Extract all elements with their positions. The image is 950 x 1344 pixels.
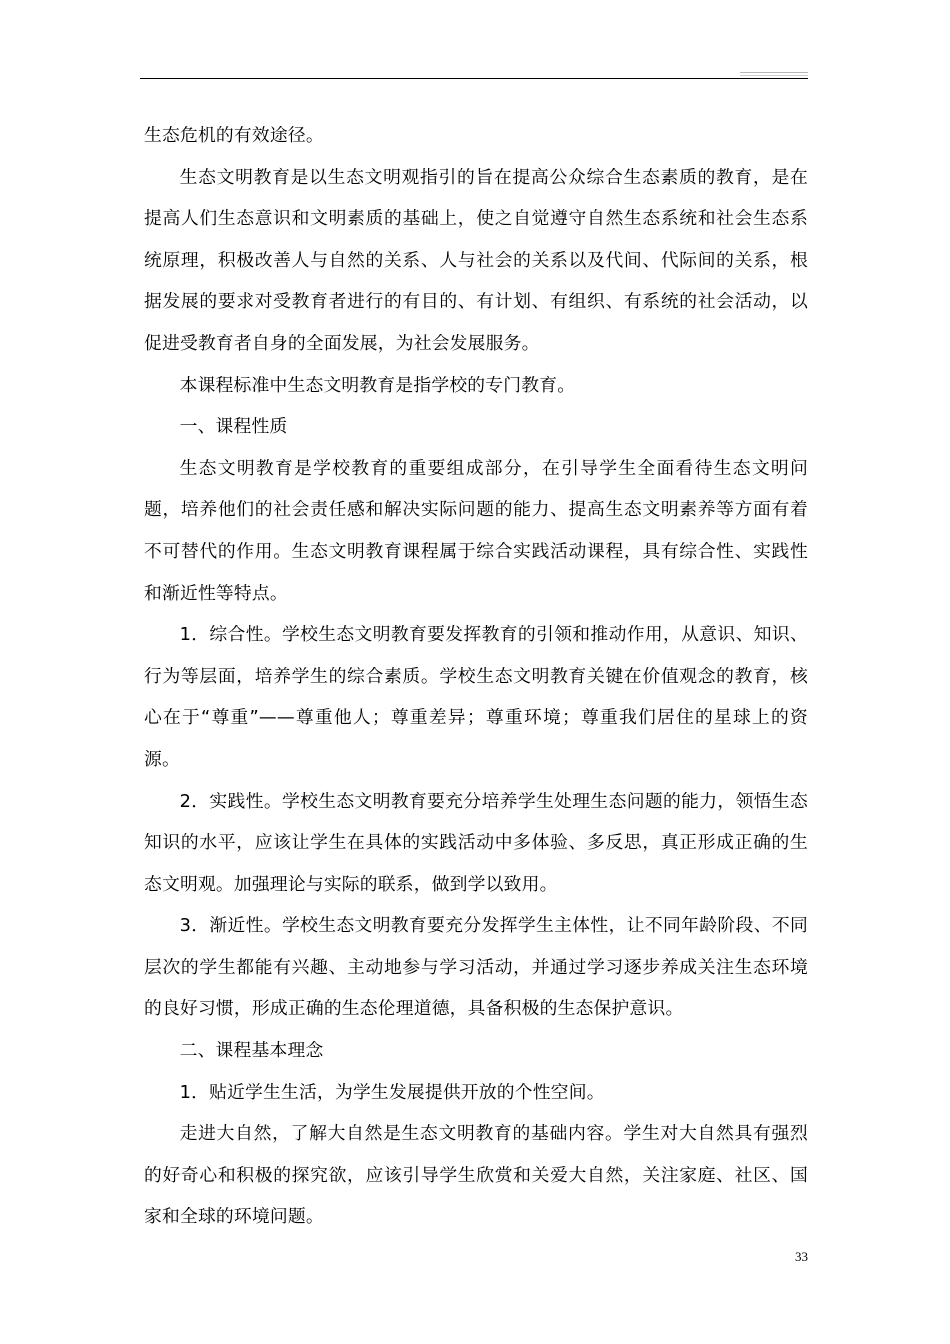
paragraph-comprehensive: 1．综合性。学校生态文明教育要发挥教育的引领和推动作用，从意识、知识、行为等层面，培养学生的综合素质。学校生态文明教育关键在价值观念的教育，核心在于“尊重”——尊重他人；尊重差异；尊重环境；尊重我们居住的星球上的资源。	[144, 624, 808, 770]
paragraph-course-nature: 生态文明教育是学校教育的重要组成部分，在引导学生全面看待生态文明问题，培养他们的社会责任感和解决实际问题的能力、提高生态文明素养等方面有着不可替代的作用。生态文明教育课程属于综合实践活动课程，具有综合性、实践性和渐近性等特点。	[144, 457, 808, 604]
document-body	[144, 115, 808, 1238]
paragraph-nature: 走进大自然，了解大自然是生态文明教育的基础内容。学生对大自然具有强烈的好奇心和积极的探究欲，应该引导学生欣赏和关爱大自然，关注家庭、社区、国家和全球的环境问题。	[144, 1123, 808, 1228]
paragraph-scope: 本课程标准中生态文明教育是指学校的专门教育。	[179, 374, 576, 396]
header-mark	[740, 72, 808, 73]
header-mark-secondary	[740, 75, 808, 76]
paragraph-continuation: 生态危机的有效途径。	[144, 125, 324, 146]
page-number: 33	[795, 1249, 808, 1264]
section-heading-basic-concepts: 二、课程基本理念	[179, 1040, 324, 1062]
paragraph-practical: 2．实践性。学校生态文明教育要充分培养学生处理生态问题的能力，领悟生态知识的水平，应该让学生在具体的实践活动中多体验、多反思，真正形成正确的生态文明观。加强理论与实际的联系，做到学以致用。	[144, 790, 808, 895]
paragraph-definition: 生态文明教育是以生态文明观指引的旨在提高公众综合生态素质的教育，是在提高人们生态意识和文明素质的基础上，使之自觉遵守自然生态系统和社会生态系统原理，积极改善人与自然的关系、人与社会的关系以及代间、代际间的关系，根据发展的要求对受教育者进行的有目的、有计划、有组织、有系统的社会活动，以促进受教育者自身的全面发展，为社会发展服务。	[144, 166, 808, 354]
section-heading-course-nature: 一、课程性质	[179, 416, 288, 438]
header-rule	[140, 78, 808, 79]
paragraph-concept-1: 1．贴近学生生活，为学生发展提供开放的个性空间。	[179, 1081, 605, 1103]
paragraph-gradual: 3．渐近性。学校生态文明教育要充分发挥学生主体性，让不同年龄阶段、不同层次的学生都能有兴趣、主动地参与学习活动，并通过学习逐步养成关注生态环境的良好习惯，形成正确的生态伦理道德，具备积极的生态保护意识。	[144, 915, 808, 1020]
